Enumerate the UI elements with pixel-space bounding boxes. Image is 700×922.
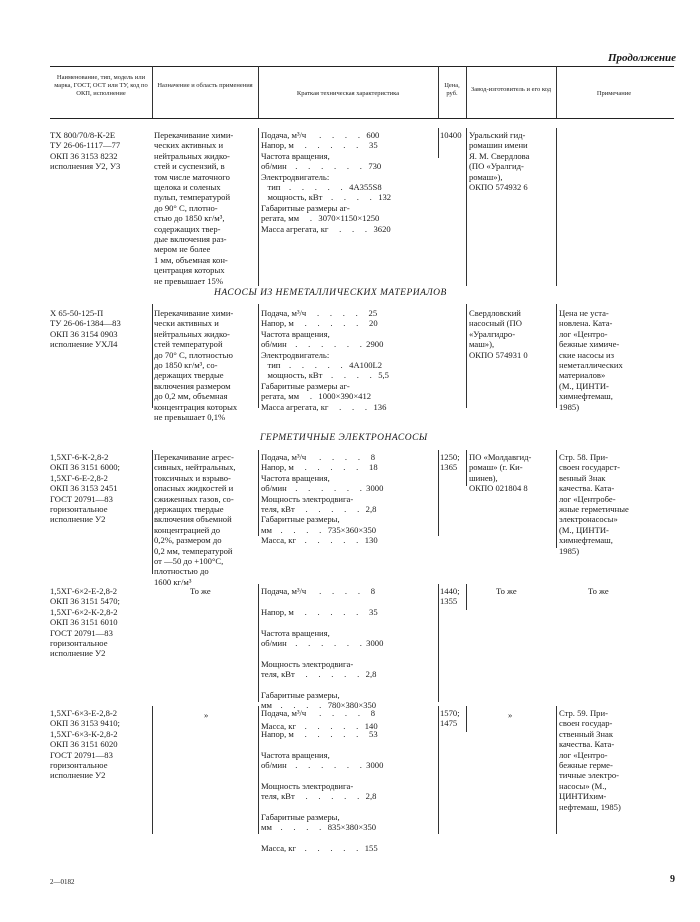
row2-purpose: Перекачивание хими- чески активных и нейтральных жидко- стей температурой до 70° С, плотностью до 1850 кг/м³, со- держащих твердые включения размером до 0,2 мм, объемная концентрация которых не превышает 0,1% [154, 308, 238, 423]
row5-purpose: » [204, 710, 209, 720]
row4-divider [466, 584, 467, 610]
row1-price: 10400 [440, 130, 462, 140]
header-maker: Завод-изготовитель и его код [470, 86, 552, 93]
row3-divider [556, 450, 557, 548]
row1-purpose: Перекачивание хими- ческих активных и нейтральных жидко- стей и суспензий, в том числе маточного щелока и соленых пульп, температурой до 90° С, плотно- стью до 1850 кг/м³, содержащих твер- дые включения раз- мером не более 1 мм, объемная кон- центрация которых не превышает 15% [154, 130, 234, 286]
col-divider [258, 66, 259, 118]
row1-divider [466, 128, 467, 286]
row5-note: Стр. 59. При- своен государ- ственный Знак качества. Ката- лог «Центро- бежные герме- тичные электро- насосы» (М., ЦИНТИхим- нефтемаш, 1985) [559, 708, 621, 812]
section-title-nonmetal: НАСОСЫ ИЗ НЕМЕТАЛЛИЧЕСКИХ МАТЕРИАЛОВ [214, 288, 447, 298]
header-note: Примечание [596, 90, 632, 97]
row4-maker: То же [496, 586, 517, 596]
row5-divider [556, 706, 557, 834]
page-number: 9 [670, 874, 675, 885]
row5-divider [438, 706, 439, 834]
row4-name: 1,5ХГ-6×2-Е-2,8-2 ОКП 36 3151 5470; 1,5ХГ-6×2-К-2,8-2 ОКП 36 3151 6010 ГОСТ 20791—83 горизонтальное исполнение У2 [50, 586, 120, 659]
row1-divider [258, 128, 259, 286]
row5-spec: Подача, м³/ч . . . . 8 Напор, м . . . . . 53 Частота вращения, об/мин . . . . . . 3000 Мощность электродвига- теля, кВт . . . . . 2,8 Габаритные размеры, мм . . . . 835×380×350 Масса, кг . . . . . 155 [261, 708, 384, 854]
continuation-label: Продолжение [607, 52, 676, 64]
row2-spec: Подача, м³/ч . . . . 25 Напор, м . . . . . 20 Частота вращения, об/мин . . . . . . 2900 Электродвигатель: тип . . . . . 4А100L2 мощность, кВт . . . . 5,5 Габаритные размеры аг- регата, мм . 1000×390×412 Масса агрегата, кг . . . 136 [261, 308, 389, 412]
header-purpose: Назначение и область применения [157, 82, 253, 89]
row2-name: Х 65-50-125-П ТУ 26-06-1384—83 ОКП 36 3154 0903 исполнение УХЛ4 [50, 308, 121, 350]
row5-maker: » [508, 710, 513, 720]
row4-note: То же [588, 586, 609, 596]
row3-spec: Подача, м³/ч . . . . 8 Напор, м . . . . . 18 Частота вращения, об/мин . . . . . . 3000 Мощность электродвига- теля, кВт . . . . . 2,8 Габаритные размеры, мм . . . . 735×360×350 Масса, кг . . . . . 130 [261, 452, 384, 546]
row3-divider [438, 450, 439, 536]
col-divider [556, 66, 557, 118]
row2-divider [556, 304, 557, 408]
row4-price: 1440; 1355 [440, 586, 460, 607]
row4-divider [438, 584, 439, 702]
header-spec: Краткая техническая характеристика [296, 90, 400, 97]
row3-price: 1250; 1365 [440, 452, 460, 473]
row3-purpose: Перекачивание агрес- сивных, нейтральных, токсичных и взрыво- опасных жидкостей и сжиженных газов, со- держащих твердые включения объемной концентрацией до 0,2%, размером до 0,2 мм, температурой от —50 до +100°С, плотностью до 1600 кг/м³ [154, 452, 236, 587]
row1-divider [438, 128, 439, 158]
row5-divider [258, 706, 259, 834]
header-price: Цена, руб. [444, 82, 460, 97]
header-name: Наименование, тип, модель или марка, ГОСТ, ОСТ или ТУ, код по ОКП, исполнение [54, 74, 148, 97]
row4-divider [258, 584, 259, 702]
row2-note: Цена не уста- новлена. Ката- лог «Центро- бежные химиче- ские насосы из неметаллических материалов» (М., ЦИНТИ- химнефтемаш, 1985) [559, 308, 623, 412]
row1-name: ТХ 800/70/8-К-2Е ТУ 26-06-1117—77 ОКП 36 3153 8232 исполнения У2, У3 [50, 130, 121, 172]
row5-divider [152, 706, 153, 834]
row2-divider [258, 304, 259, 408]
col-divider [466, 66, 467, 118]
section-title-hermetic: ГЕРМЕТИЧНЫЕ ЭЛЕКТРОНАСОСЫ [260, 433, 428, 443]
header-bottom-rule [50, 118, 674, 119]
row5-divider [466, 706, 467, 732]
row2-divider [466, 304, 467, 408]
row3-divider [152, 450, 153, 574]
row5-price: 1570; 1475 [440, 708, 460, 729]
row3-name: 1,5ХГ-6-К-2,8-2 ОКП 36 3151 6000; 1,5ХГ-6-Е-2,8-2 ОКП 36 3153 2451 ГОСТ 20791—83 горизонтальное исполнение У2 [50, 452, 120, 525]
row3-note: Стр. 58. При- своен государст- венный Знак качества. Ката- лог «Центробе- жные герметичные электронасосы» (М., ЦИНТИ- химнефтемаш, 1985) [559, 452, 629, 556]
row3-divider [258, 450, 259, 536]
row2-divider [152, 304, 153, 408]
row3-divider [466, 450, 467, 486]
row1-maker: Уральский гид- ромашин имени Я. М. Свердлова (ПО «Уралгид- ромаш»), ОКПО 574932 6 [469, 130, 530, 193]
row2-maker: Свердловский насосный (ПО «Уралгидро- маш»), ОКПО 574931 0 [469, 308, 528, 360]
row1-spec: Подача, м³/ч . . . . 600 Напор, м . . . . . 35 Частота вращения, об/мин . . . . . . 730 Электродвигатель: тип . . . . . 4А355S8 мощность, кВт . . . . 132 Габаритные размеры аг- регата, мм . 3070×1150×1250 Масса агрегата, кг . . . 3620 [261, 130, 392, 234]
header-top-rule [50, 66, 674, 67]
col-divider [152, 66, 153, 118]
print-code: 2—0182 [50, 878, 75, 886]
row1-divider [556, 128, 557, 286]
row4-spec: Подача, м³/ч . . . . 8 Напор, м . . . . . 35 Частота вращения, об/мин . . . . . . 3000 Мощность электродвига- теля, кВт . . . . . 2,8 Габаритные размеры, мм . . . . 780×380×350 Масса, кг . . . . . 140 [261, 586, 384, 732]
row4-purpose: То же [190, 586, 211, 596]
row5-name: 1,5ХГ-6×3-Е-2,8-2 ОКП 36 3153 9410; 1,5ХГ-6×3-К-2,8-2 ОКП 36 3151 6020 ГОСТ 20791—83 горизонтальное исполнение У2 [50, 708, 120, 781]
row3-maker: ПО «Молдавгид- ромаш» (г. Ки- шинев), ОКПО 021804 8 [469, 452, 532, 494]
